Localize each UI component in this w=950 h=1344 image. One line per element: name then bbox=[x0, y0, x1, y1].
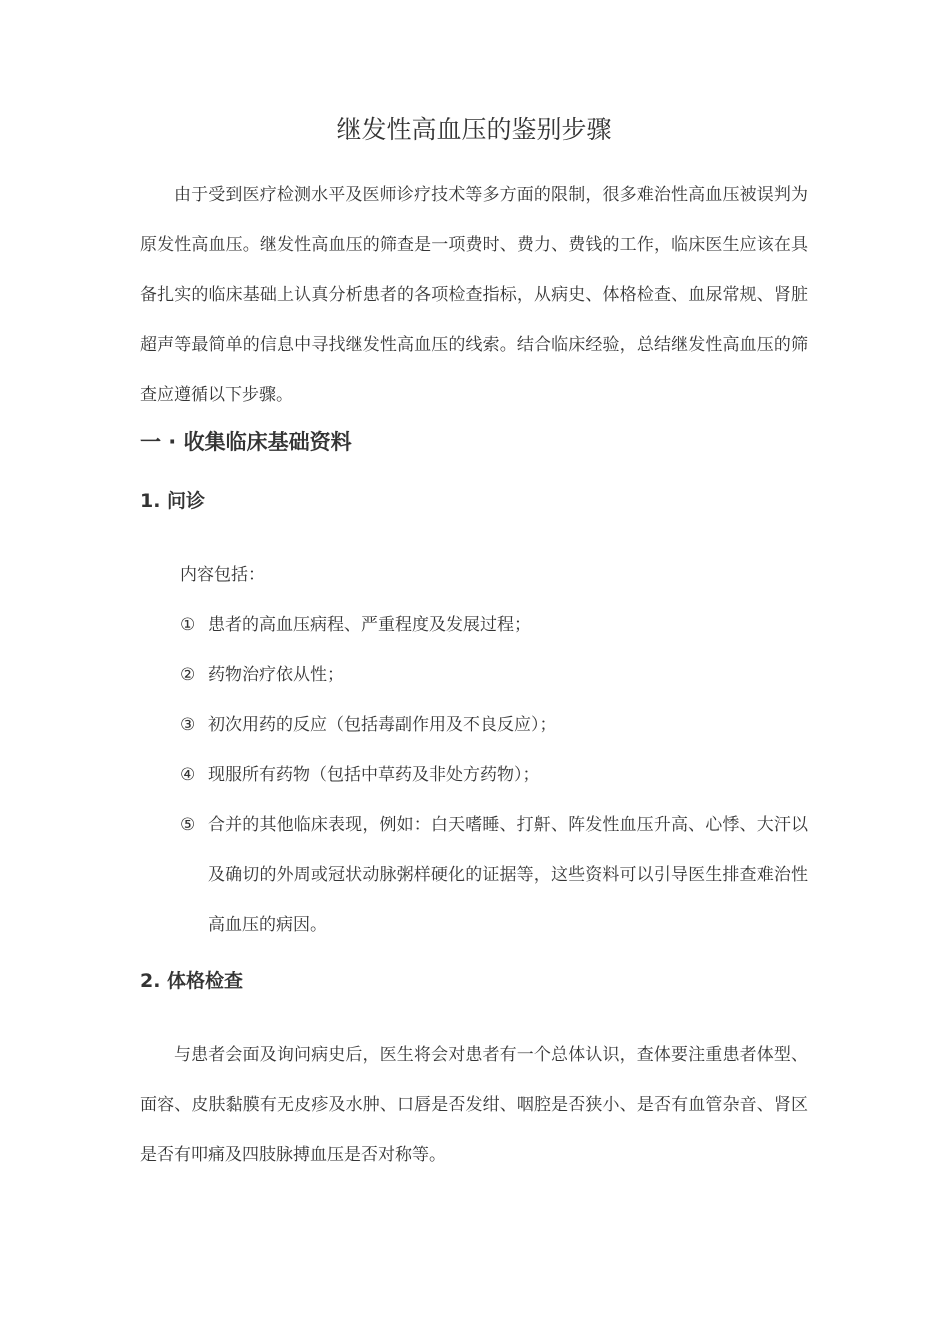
list-item-text: 合并的其他临床表现，例如：白天嗜睡、打鼾、阵发性血压升高、心悸、大汗以及确切的外周或冠状动脉粥样硬化的证据等，这些资料可以引导医生排查难治性高血压的病因。 bbox=[208, 815, 808, 935]
list-item-text: 现服所有药物（包括中草药及非处方药物）； bbox=[208, 765, 540, 785]
section-heading-1: 一 · 收集临床基础资料 bbox=[140, 430, 352, 454]
list-item-marker: ① bbox=[180, 615, 196, 635]
inquiry-item-list bbox=[180, 600, 808, 950]
list-item bbox=[180, 700, 808, 750]
subsection-heading-inquiry: 1. 问诊 bbox=[140, 490, 206, 512]
inquiry-content-label: 内容包括： bbox=[180, 565, 265, 585]
document-title: 继发性高血压的鉴别步骤 bbox=[336, 115, 612, 144]
list-item-marker: ④ bbox=[180, 765, 196, 785]
intro-paragraph: 由于受到医疗检测水平及医师诊疗技术等多方面的限制，很多难治性高血压被误判为原发性高血压。继发性高血压的筛查是一项费时、费力、费钱的工作，临床医生应该在具备扎实的临床基础上认真分析患者的各项检查指标，从病史、体格检查、血尿常规、肾脏超声等最简单的信息中寻找继发性高血压的线索。结合临床经验，总结继发性高血压的筛查应遵循以下步骤。 bbox=[140, 185, 808, 405]
list-item bbox=[180, 650, 808, 700]
physical-exam-paragraph: 与患者会面及询问病史后，医生将会对患者有一个总体认识，查体要注重患者体型、面容、皮肤黏膜有无皮疹及水肿、口唇是否发绀、咽腔是否狭小、是否有血管杂音、肾区是否有叩痛及四肢脉搏血压是否对称等。 bbox=[140, 1045, 808, 1165]
list-item-text: 初次用药的反应（包括毒副作用及不良反应）； bbox=[208, 715, 557, 735]
list-item-marker: ③ bbox=[180, 715, 196, 735]
subsection-heading-physical-exam: 2. 体格检查 bbox=[140, 970, 244, 992]
list-item bbox=[180, 800, 808, 950]
list-item bbox=[180, 600, 808, 650]
list-item-marker: ⑤ bbox=[180, 815, 196, 835]
list-item-text: 患者的高血压病程、严重程度及发展过程； bbox=[208, 615, 531, 635]
list-item bbox=[180, 750, 808, 800]
list-item-marker: ② bbox=[180, 665, 196, 685]
list-item-text: 药物治疗依从性； bbox=[208, 665, 344, 685]
